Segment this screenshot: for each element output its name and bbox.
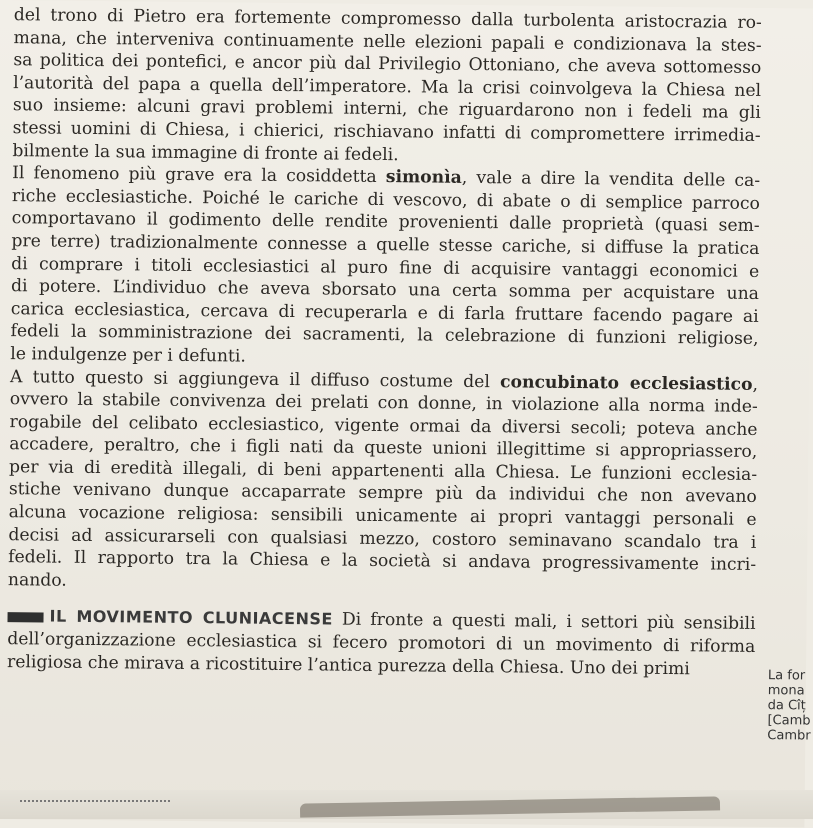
text-line: nando. — [7, 569, 67, 591]
text-line: decisi ad assicurarseli con qualsiasi mezzo, costoro seminavano scandalo tra i — [8, 524, 757, 553]
margin-note-line: [Camb — [767, 713, 811, 729]
text-line: carica ecclesiastica, cercava di recuperarla e di farla fruttare facendo pagare ai — [10, 298, 759, 327]
text-line: religiosa che mirava a ricostituire l’antica purezza della Chiesa. Uno dei primi — [6, 651, 690, 679]
text-run: , vale a dire la vendita delle ca- — [461, 168, 761, 192]
body-text — [7, 4, 762, 681]
paragraph-3 — [8, 366, 758, 600]
text-line: del trono di Pietro era fortemente compromesso dalla turbolenta aristocrazia ro- — [13, 5, 762, 33]
text-line: alcuna vocazione religiosa: sensibili unicamente ai propri vantaggi personali e — [8, 502, 757, 531]
text-run: A tutto questo si aggiungeva il diffuso costume del — [9, 366, 501, 392]
section-cluniacense — [7, 606, 756, 682]
text-line: l’autorità del papa a quella dell’imperatore. Ma la crisi coinvolgeva la Chiesa nel — [13, 72, 762, 101]
text-run: Il fenomeno più grave era la cosiddetta — [12, 163, 386, 188]
paragraph-1 — [12, 4, 762, 170]
text-line: mana, che interveniva continuamente nelle elezioni papali e condizionava la stes- — [13, 27, 762, 56]
margin-note-line: mona — [767, 683, 805, 699]
text-line: pre terre) tradizionalmente connesse a quelle stesse cariche, si diffuse la pratica — [11, 231, 760, 259]
text-line: ovvero la stabile convivenza dei prelati con donne, in violazione alla norma inde- — [9, 389, 758, 418]
text-line: stiche venivano dunque accaparrate sempre più da individui che non avevano — [8, 479, 757, 508]
section-marker-bar — [7, 612, 43, 622]
text-line: stessi uomini di Chiesa, i chierici, rischiavano infatti di compromettere irrimedia- — [12, 118, 761, 146]
text-run: Di fronte a questi mali, i settori più sensibili — [332, 609, 756, 635]
text-run: , — [752, 374, 759, 395]
paragraph-2 — [10, 162, 760, 373]
text-line: di comprare i titoli ecclesiastici al puro fine di acquisire vantaggi economici e — [11, 253, 760, 282]
text-line: comportavano il godimento delle rendite provenienti dalle proprietà (quasi sem- — [11, 208, 760, 237]
margin-note-line: Cambr — [767, 728, 811, 744]
text-line: per via di eredità illegali, di beni appartenenti alla Chiesa. Le funzioni ecclesia- — [9, 456, 758, 485]
margin-note-line: La for — [767, 668, 806, 684]
text-line: sa politica dei pontefici, e ancor più dal Privilegio Ottoniano, che aveva sottomesso — [13, 50, 762, 79]
text-line: riche ecclesiastiche. Poiché le cariche di vescovo, di abate o di semplice parroco — [11, 185, 761, 214]
text-line: suo insieme: alcuni gravi problemi interni, che riguardarono non i fedeli ma gli — [12, 95, 761, 124]
margin-note-line: da Cîț — [767, 698, 806, 714]
dotted-rule — [20, 800, 170, 804]
text-line: bilmente la sua immagine di fronte ai fedeli. — [12, 140, 399, 165]
text-line: fedeli. Il rapporto tra la Chiesa e la società si andava progressivamente incri- — [8, 547, 757, 576]
term-concubinato: concubinato ecclesiastico — [499, 371, 753, 395]
text-line: di potere. L’individuo che aveva sborsato una certa somma per acquistare una — [10, 276, 760, 305]
text-line: rogabile del celibato ecclesiastico, vigente ormai da diversi secoli; poteva anche — [9, 411, 758, 440]
text-line: le indulgenze per i defunti. — [10, 344, 246, 367]
term-simonia: simonìa — [385, 167, 462, 189]
text-line: accadere, peraltro, che i figli nati da queste unioni illegittime si appropriassero, — [9, 434, 758, 463]
section-heading: IL MOVIMENTO CLUNIACENSE — [49, 606, 333, 629]
text-line: dell’organizzazione ecclesiastica si fecero promotori di un movimento di riforma — [7, 629, 756, 657]
text-line: fedeli la somministrazione dei sacramenti, la celebrazione di funzioni religiose, — [10, 321, 759, 350]
margin-note — [767, 668, 813, 744]
